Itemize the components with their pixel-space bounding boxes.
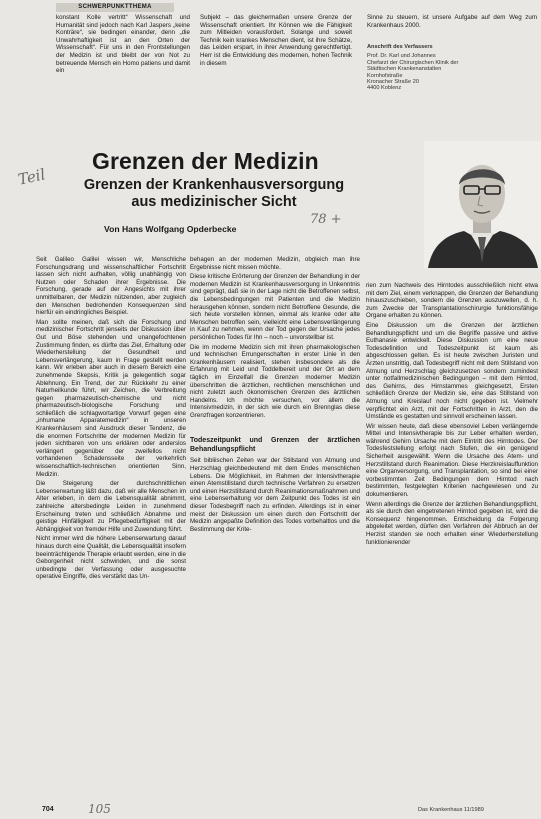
body-column-1 xyxy=(36,256,186,800)
section-tag: SCHWERPUNKTTHEMA xyxy=(56,3,174,12)
paragraph: Man sollte meinen, daß sich die Forschung und medizinischer Fortschritt jenseits der Diskussion über Gut und Böse stehenden und unangefochtenen Zustimmung finden, es dürfte das Ziel, Erhaltung oder Wiederherstellung der Gesundheit und Lebensverlängerung, kaum in Frage gestellt werden kann. Wir erleben aber auch in diesem Bereich eine zunehmende Skepsis, Kritik ja gelegentlich sogar Ablehnung. Ein Trend, der zur Rückkehr zu einer Naturheilkunde führt, wir Zeichen, die Verbreitung gegen pharmazeutisch-chemische und nicht pharmazeutisch-biologische Forschung und schließlich die schlagwortartige Vorwurf gegen eine „inhumane Apparatemedizin“ in unseren Krankenhäusern sind Ausdruck dieser Tendenz, die die enormen Fortschritte der modernen Medizin für jeden sichtbaren von uns erklären oder anderslos verlängert gegenüber der zweifellos nicht vorhandenen Schadensseite der verkehrlich wissenschaftlich-technischen orientierten Sinn, Medizin. xyxy=(36,318,186,478)
top-column-3 xyxy=(367,14,537,38)
paragraph: Die Steigerung der durchschnittlichen Lebenserwartung läßt dazu, daß wir alle Menschen im Alter erleben, in dem die Lebensqualität abnimmt, zahlreiche altersbedingte Leiden in zunehmend Erscheinung treten und schließlich Abnahme und geistige Hinfälligkeit zu Pflegebedürftigkeit mit der Abhängigkeit von fremder Hilfe und Zuwendung führt. xyxy=(36,480,186,533)
handwritten-note-right: 78 + xyxy=(310,212,342,227)
top-col1-text: konstant Kolle vertritt“ Wissenschaft und Humanität sind jedoch nach Karl Jaspers „keine Konträre“, sie bedingen einander, denn „die Unwahrhaftigkeit ist an den Orten der Wissenschaft“. Für uns in den Frontstellungen der Medizin ist und bleibt der von Not zu betreuende Mensch ein Homo patiens und damit ein xyxy=(56,14,190,75)
paragraph: Seit bibliischen Zeiten war der Stillstand von Atmung und Herzschlag gleichbedeutend mit dem Endes menschlichen Lebens. Die Möglichkeit, im Rahmen der Intensivtherapie einen Atemstillstand durch technische Verfahren zu ersetzen und einen Herzstillstand durch Reanimationsmaßnahmen und eine Lebenserhaltung vor dem Zeitpunkt des Todes ist ein dieser Todesbegriff nach zu erfinden. Allerdings ist in einer meist der Diskussion um einen durch den Fortschritt der Medizin angepaßte Definition des Todes vorbehaltlos und die Bestimmung der Krite- xyxy=(190,457,360,533)
page-number: 704 xyxy=(42,806,54,813)
address-line: Kronacher Straße 20 xyxy=(367,79,419,86)
address-line: Prof. Dr. Karl und Johannes xyxy=(367,53,436,60)
article-author: Von Hans Wolfgang Opderbecke xyxy=(104,224,237,234)
author-photo xyxy=(424,141,541,268)
paragraph: rien zum Nachweis des Hirntodes ausschließlich nicht etwa mit dem Ziel, einem verknappen, die Grenzen der Behandlung hinauszuschieben, sondern die Grenzen auszuweiten, d. h. zum Zwecke der Transplantationschirurgie funktionsfähige Organe erhalten zu können. xyxy=(366,282,538,320)
paragraph: Seit Galileo Galilei wissen wir, Menschliche Forschungsdrang und wissenschaftlicher Fortschritt lassen sich nicht aufhalten, völlig unabhängig von Nutzen oder Schaden ihrer Ergebnisse. Die Forschung, gerade auf der Angesichts mit ihrer unmittelbaren, der Medizin nützenden, aber zugleich den Menschen bedrohenden Konsequenzen sind hierfür ein eindringliches Beispiel. xyxy=(36,256,186,317)
handwritten-page-number: 105 xyxy=(88,802,111,816)
author-portrait-image xyxy=(424,141,541,268)
paragraph: Diese kritische Erörterung der Grenzen der Behandlung in der modernen Medizin ist Krankenhausversorgung in Unkenntnis sind geprägt, daß sie in der Lage nicht die Betroffenen selbst, die Lebensbedingungen mit Patienten und die Medizin herausgehen können, sondern nicht Betroffene Gesunde, die sich heute vorstellen können, einmal als kranke oder alte Menschen betroffen sein, vielleicht eine Lebensverlängerung in Kauf zu nehmen, wenn der Tod gegen der Ursache jedes persönlichen Todes für Ihn – noch – unvorstellbar ist. xyxy=(190,273,360,341)
top-col3-text: Sinne zu steuern, ist unsere Aufgabe auf dem Weg zum Krankenhaus 2000. xyxy=(367,14,537,29)
address-line: Städtischen Krankenanstalten Kornhofstraße xyxy=(367,66,442,79)
top-column-1 xyxy=(56,14,190,110)
paragraph: Eine Diskussion um die Grenzen der ärztlichen Behandlungspflicht und um die Begriffe passive und aktive Euthanasie entwickelt. Diese Diskussion um eine neue Todesdefinition und Todeszeitpunkt ist kaum als abgeschlossen gelten. Es ist heute zwischen Juristen und Ärzten unstrittig, daß Todesbegriff nicht mit dem Stillstand von Atmung und Herzschlag gleichzusetzen sondern zumindest unter notfallmedizinischen Bedingungen – mit dem Hirntod, des Gehirns, des Hirnstammes gleichgesetzt, Ersten schließlich Grenze der Medizin sie, eine das Stillstand von Atmung und Kreislauf noch nicht gegeben ist. Vielmehr verpflichtet ein Arzt, mit der Fortschritten in Arzt, den die Umstände es gestatten und sinnvoll erscheinen lassen. xyxy=(366,321,538,421)
journal-footer: Das Krankenhaus 11/1989 xyxy=(418,807,484,813)
address-line: Chefarzt der Chirurgischen Klinik der xyxy=(367,59,459,66)
article-title: Grenzen der Medizin xyxy=(92,148,319,174)
body-column-2 xyxy=(190,256,360,800)
paragraph: behagen an der modernen Medizin, obgleich man ihre Ergebnisse nicht missen möchte. xyxy=(190,256,360,271)
article-subtitle: Grenzen der Krankenhausversorgung aus medizinischer Sicht xyxy=(83,177,345,210)
section-heading: Todeszeitpunkt und Grenzen der ärztlichen Behandlungspflicht xyxy=(190,437,360,453)
paragraph: Wir wissen heute, daß diese ebensoviel Leben verlängernde Mittel und Intensivtherapie bis zur Leber erhalten werden, während Gehirn Ursache mit dem Eintritt des Hirntodes. Der Todesfeststellung erfolgt nach Stufen, die ein genügend Sicherheit ausgewählt. Wenn die Ursache des Atem- und Herzstillstand durch Reanimation. Diese Herzkreislauffunktion eine Organversorgung, und Transplantation, so sind bei einer vorbestimmten Zeit Bedingungen dem Hirntod nach bestimmten, festgelegten Kriterien nachgewiesen und zu dokumentieren. xyxy=(366,422,538,499)
paragraph: Nicht immer wird die höhere Lebenserwartung darauf hinaus durch eine Qualität, die Lebensqualität insofern beeinträchtigende Therapie erlaubt werden, eine in die Geborgenheit nicht schwinden, und die sonst unbedingte der Verfassung oder ausgesuchte operative Eingriffe, dies verstärkt das Un- xyxy=(36,535,186,581)
top-col2-text: Subjekt – das gleichermaßen unsere Grenze der Wissenschaft orientiert. Ihr Können wie die Fähigkeit zum Mitleiden vorausfordert. Solange und soweit Technik kein krankes Menschen dient, ist ihre Schätze, das Leiden erspart, in ihrer Anwendung gerechtfertigt. Herr ist die Entwicklung des modernen, hohen Technik in diesem xyxy=(200,14,352,67)
address-line: 4400 Koblenz xyxy=(367,85,402,92)
top-column-2 xyxy=(200,14,352,110)
author-address xyxy=(367,44,477,92)
address-label: Anschrift des Verfassers xyxy=(367,44,433,50)
paragraph: Wenn allerdings die Grenze der ärztlichen Behandlungspflicht, als sie durch den eingetretenen Hirntod gegeben ist, wird die Konsequenz hingenommen. Entscheidung da Folgerung abgeleitet werden, dürfen den Verfahren der Abbruch an der Herzist standen sie noch erhalten einer Wiederherstellung funktionierender xyxy=(366,500,538,546)
paragraph: Die im moderne Medizin sich mit ihren pharmakologischen und technischen Errungenschaften in erster Linie in den Krankenhäusern realisiert, stehen insbesondere als die Erfahrung mit Leid und Toddelbereit und der Ort an dem täglich im Einzelfall die Grenzen moderner Medizin überschritten die ärztlichen, rechtlichen menschlichen und nicht zuletzt auch ökonomischen Grenzen des ärztlichen Handelns. Ich möchte versuchen, vor allem die Intensivmedizin, in der sich wie durch ein Brennglas diese Grenzfragen konzentrieren. xyxy=(190,343,360,419)
handwritten-note-left: Teil xyxy=(16,165,47,189)
body-column-3 xyxy=(366,282,538,800)
